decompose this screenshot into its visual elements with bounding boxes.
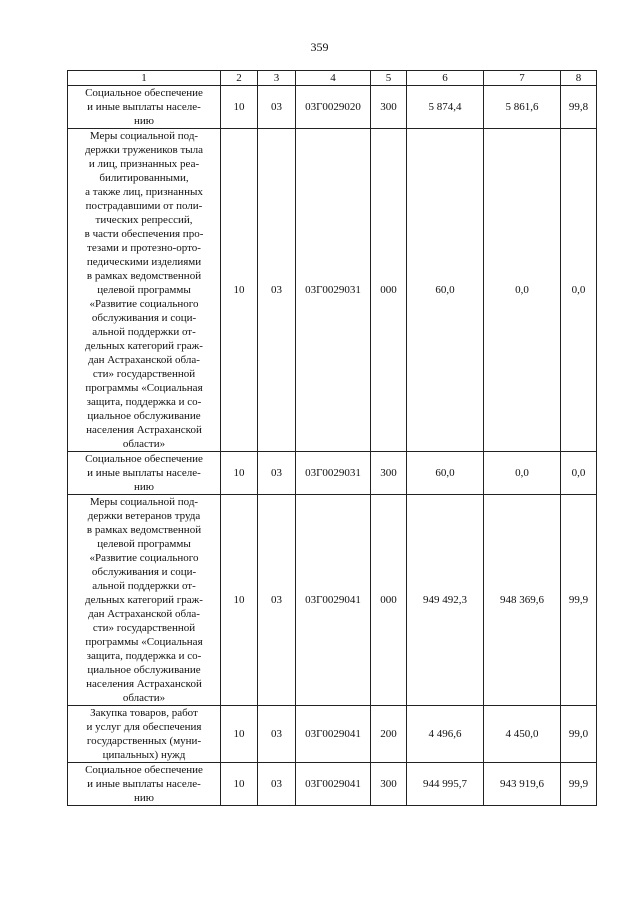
row-name-cell: Закупка товаров, работ и услуг для обеспечения государственных (муни- ципальных) нужд [68,706,221,763]
column-header: 1 [68,71,221,86]
actual-amount-cell: 0,0 [484,452,561,495]
planned-amount-cell: 949 492,3 [407,495,484,706]
section-cell: 10 [221,452,258,495]
section-cell: 10 [221,86,258,129]
row-name-cell: Меры социальной под- держки тружеников тыла и лиц, признанных реа- билитированными, а также лиц, признанных пострадавшими от поли- тических репрессий, в части обеспечения про- тезами и протезно-орто- педическими изделиями в рамках ведомственной целевой программы «Развитие социального обслуживания и соци- альной поддержки от- дельных категорий граж- дан Астраханской обла- сти» государственной программы «Социальная защита, поддержка и со- циальное обслуживание населения Астраханской области» [68,129,221,452]
budget-table [67,70,597,806]
planned-amount-cell: 60,0 [407,129,484,452]
table-row [68,495,597,706]
section-cell: 10 [221,706,258,763]
column-header: 4 [296,71,371,86]
planned-amount-cell: 944 995,7 [407,763,484,806]
expense-type-cell: 300 [371,452,407,495]
expense-type-cell: 200 [371,706,407,763]
actual-amount-cell: 0,0 [484,129,561,452]
percent-cell: 99,8 [561,86,597,129]
expense-type-cell: 300 [371,86,407,129]
subsection-cell: 03 [258,706,296,763]
table-row [68,86,597,129]
column-header: 3 [258,71,296,86]
subsection-cell: 03 [258,452,296,495]
target-article-cell: 03Г0029031 [296,452,371,495]
target-article-cell: 03Г0029041 [296,495,371,706]
column-header: 5 [371,71,407,86]
target-article-cell: 03Г0029041 [296,706,371,763]
table-row [68,129,597,452]
percent-cell: 99,0 [561,706,597,763]
planned-amount-cell: 4 496,6 [407,706,484,763]
expense-type-cell: 000 [371,495,407,706]
row-name-cell: Меры социальной под- держки ветеранов труда в рамках ведомственной целевой программы «Развитие социального обслуживания и соци- альной поддержки от- дельных категорий граж- дан Астраханской обла- сти» государственной программы «Социальная защита, поддержка и со- циальное обслуживание населения Астраханской области» [68,495,221,706]
expense-type-cell: 000 [371,129,407,452]
target-article-cell: 03Г0029020 [296,86,371,129]
subsection-cell: 03 [258,763,296,806]
row-name-cell: Социальное обеспечение и иные выплаты населе- нию [68,763,221,806]
subsection-cell: 03 [258,86,296,129]
column-header: 6 [407,71,484,86]
column-header: 7 [484,71,561,86]
row-name-cell: Социальное обеспечение и иные выплаты населе- нию [68,86,221,129]
table-row [68,452,597,495]
column-header: 2 [221,71,258,86]
actual-amount-cell: 4 450,0 [484,706,561,763]
percent-cell: 0,0 [561,129,597,452]
table-header-row [68,71,597,86]
expense-type-cell: 300 [371,763,407,806]
subsection-cell: 03 [258,495,296,706]
planned-amount-cell: 60,0 [407,452,484,495]
section-cell: 10 [221,129,258,452]
table-row [68,763,597,806]
percent-cell: 99,9 [561,763,597,806]
table-row [68,706,597,763]
row-name-cell: Социальное обеспечение и иные выплаты населе- нию [68,452,221,495]
target-article-cell: 03Г0029041 [296,763,371,806]
percent-cell: 0,0 [561,452,597,495]
percent-cell: 99,9 [561,495,597,706]
actual-amount-cell: 5 861,6 [484,86,561,129]
target-article-cell: 03Г0029031 [296,129,371,452]
actual-amount-cell: 943 919,6 [484,763,561,806]
section-cell: 10 [221,763,258,806]
actual-amount-cell: 948 369,6 [484,495,561,706]
column-header: 8 [561,71,597,86]
page-number: 359 [310,40,329,54]
section-cell: 10 [221,495,258,706]
planned-amount-cell: 5 874,4 [407,86,484,129]
subsection-cell: 03 [258,129,296,452]
